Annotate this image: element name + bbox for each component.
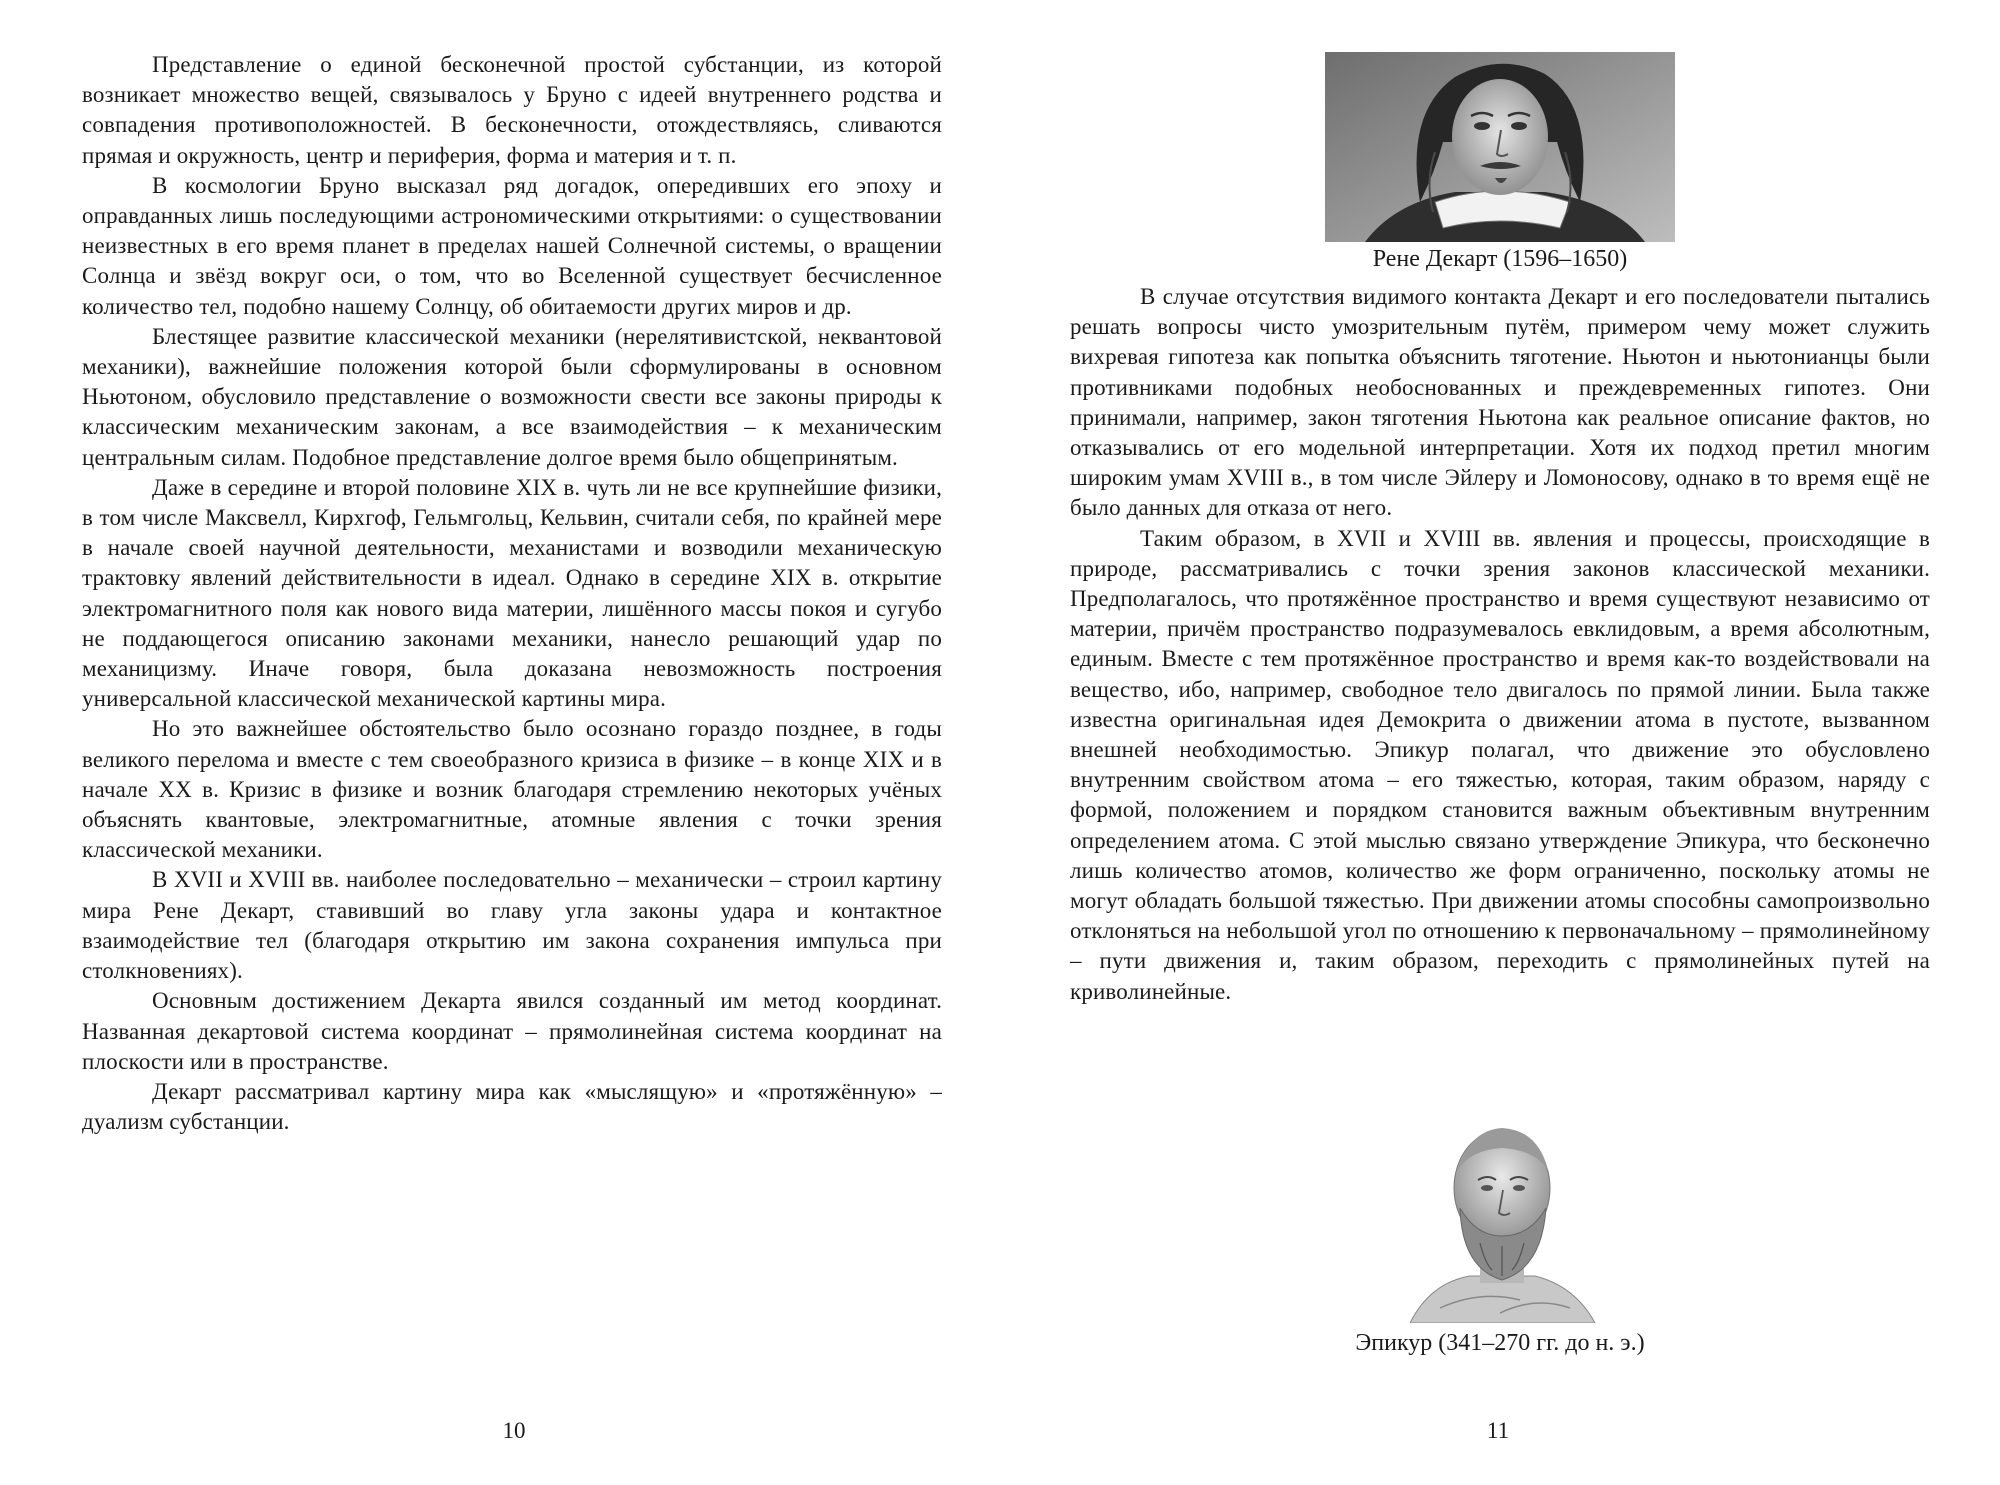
epicurus-caption: Эпикур (341–270 гг. до н. э.) [1355,1330,1645,1356]
paragraph: Представление о единой бесконечной простой субстанции, из которой возникает множество вещей, связывалось у Бруно с идеей внутреннего родства и совпадения противоположностей. В бесконечности, отождествляясь, сливаются прямая и окружность, центр и периферия, форма и материя и т. п. [82,52,942,168]
epicurus-bust [1320,1118,1680,1323]
descartes-caption: Рене Декарт (1596–1650) [1372,246,1628,272]
paragraph: Даже в середине и второй половине XIX в. чуть ли не все крупнейшие физики, в том числе Максвелл, Кирхгоф, Гельмгольц, Кельвин, считали себя, по крайней мере в начале своей научной деятельности, механистами и возводили механическую трактовку явлений действительности в идеал. Однако в середине XIX в. открытие электромагнитного поля как нового вида материи, лишённого массы покоя и сугубо не поддающегося описанию законами механики, нанесло решающий удар по механицизму. Иначе говоря, была доказана невозможность построения универсальной классической механической картины мира. [82,474,942,712]
right-page [1000,0,2000,1485]
paragraph: В космологии Бруно высказал ряд догадок, опередивших его эпоху и оправданных лишь последующими астрономическими открытиями: о существовании неизвестных в его время планет в пределах нашей Солнечной системы, о вращении Солнца и звёзд вокруг оси, о том, что во Вселенной существует бесчисленное количество тел, подобно нашему Солнцу, об обитаемости других миров и др. [82,172,942,319]
paragraph: Блестящее развитие классической механики (нерелятивистской, неквантовой механики), важнейшие положения которой были сформулированы в основном Ньютоном, обусловило представление о возможности свести все законы природы к классическим механическим законам, а все взаимодействия – к механическим центральным силам. Подобное представление долгое время было общепринятым. [82,323,942,470]
paragraph: Таким образом, в XVII и XVIII вв. явления и процессы, происходящие в природе, рассматривались с точки зрения законов классической механики. Предполагалось, что протяжённое пространство и время существуют независимо от материи, причём пространство подразумевалось евклидовым, а время абсолютным, единым. Вместе с тем протяжённое пространство и время как-то воздействовали на вещество, ибо, например, свободное тело двигалось по прямой линии. Была также известна оригинальная идея Демокрита о движении атома в пустоте, вызванном внешней необходимостью. Эпикур полагал, что движение это обусловлено внутренним свойством атома – его тяжестью, которая, таким образом, наряду с формой, положением и порядком становится важным объективным внутренним определением атома. С этой мыслью связано утверждение Эпикура, что бесконечно лишь количество атомов, количество же форм ограниченно, поскольку атомы не могут обладать большой тяжестью. При движении атомы способны самопроизвольно отклоняться на небольшой угол по отношению к первоначальному – прямолинейному – пути движения и, таким образом, переходить с прямолинейных путей на криволинейные. [1070,525,1930,1004]
right-page-text [1070,282,1930,1007]
paragraph: Но это важнейшее обстоятельство было осознано гораздо позднее, в годы великого перелома и вместе с тем своеобразного кризиса в физике – в конце XIX и в начале XX в. Кризис в физике и возник благодаря стремлению некоторых учёных объяснять квантовые, электромагнитные, атомные явления с точки зрения классической механики. [82,716,942,863]
paragraph: В случае отсутствия видимого контакта Декарт и его последователи пытались решать вопросы чисто умозрительным путём, примером чему может служить вихревая гипотеза как попытка объяснить тяготение. Ньютон и ньютонианцы были противниками подобных необоснованных и преждевременных гипотез. Они принимали, например, закон тяготения Ньютона как реальное описание фактов, но отказывались от его модельной интерпретации. Хотя их подход претил многим широким умам XVIII в., в том числе Эйлеру и Ломоносову, однако в то время ещё не было данных для отказа от него. [1070,284,1930,521]
paragraph: Декарт рассматривал картину мира как «мыслящую» и «протяжённую» – дуализм субстанции. [82,1078,942,1135]
paragraph: Основным достижением Декарта явился созданный им метод координат. Названная декартовой система координат – прямолинейная система координат на плоскости или в пространстве. [82,988,942,1074]
page-number-right: 11 [1486,1418,1510,1443]
descartes-portrait [1325,52,1675,242]
epicurus-figure [1320,1118,1680,1356]
paragraph: В XVII и XVIII вв. наиболее последовательно – механически – строил картину мира Рене Декарт, ставивший во главу угла законы удара и контактное взаимодействие тел (благодаря открытию им закона сохранения импульса при столкновениях). [82,867,942,984]
left-page-text [82,50,942,1137]
descartes-figure [1325,52,1675,272]
page-number-left: 10 [502,1418,526,1443]
